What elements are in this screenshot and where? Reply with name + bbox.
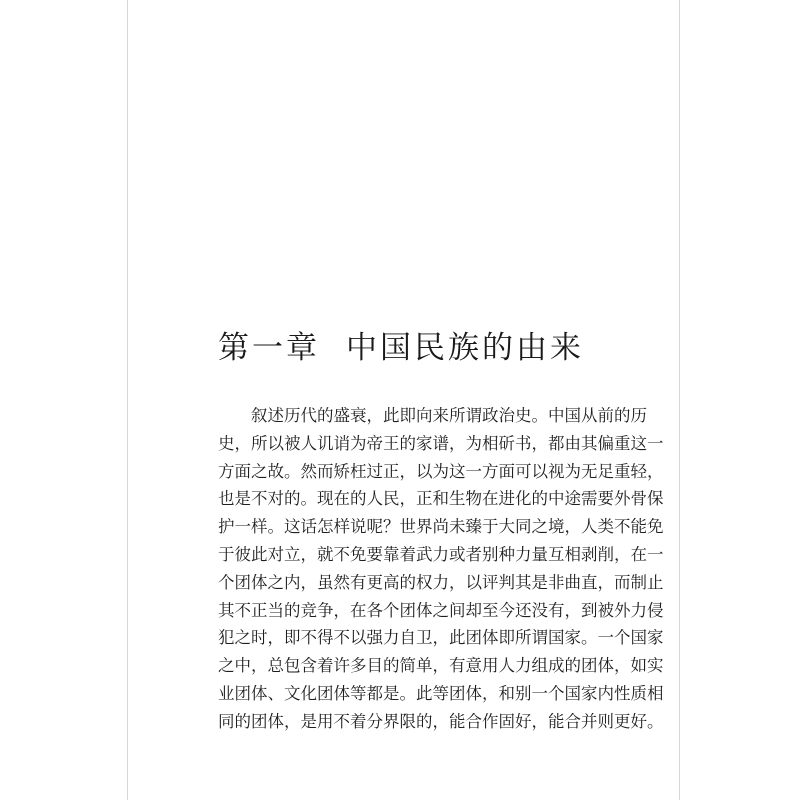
chapter-heading xyxy=(218,322,584,367)
text-line: 护一样。这话怎样说呢？世界尚未臻于大同之境，人类不能免 xyxy=(218,517,664,537)
text-line: 之中，总包含着许多目的简单，有意用人力组成的团体，如实 xyxy=(218,656,664,676)
text-line: 同的团体，是用不着分界限的，能合作固好，能合并则更好。 xyxy=(218,711,664,731)
chapter-number: 第一章 xyxy=(218,330,320,366)
book-page xyxy=(127,0,680,800)
text-line: 其不正当的竞争，在各个团体之间却至今还没有，到被外力侵 xyxy=(218,600,664,620)
text-line: 于彼此对立，就不免要靠着武力或者别种力量互相剥削，在一 xyxy=(218,544,664,564)
body-paragraph xyxy=(218,402,664,736)
text-line: 个团体之内，虽然有更高的权力，以评判其是非曲直，而制止 xyxy=(218,572,664,592)
text-line: 业团体、文化团体等都是。此等团体，和别一个国家内性质相 xyxy=(218,683,664,703)
chapter-title: 中国民族的由来 xyxy=(346,330,584,366)
text-line: 犯之时，即不得不以强力自卫，此团体即所谓国家。一个国家 xyxy=(218,628,664,648)
text-line: 也是不对的。现在的人民，正和生物在进化的中途需要外骨保 xyxy=(218,489,664,509)
text-line: 史，所以被人讥诮为帝王的家谱，为相斫书，都由其偏重这一 xyxy=(218,433,664,453)
text-line: 叙述历代的盛衰，此即向来所谓政治史。中国从前的历 xyxy=(251,406,647,425)
text-line: 方面之故。然而矫枉过正，以为这一方面可以视为无足重轻， xyxy=(218,461,664,481)
